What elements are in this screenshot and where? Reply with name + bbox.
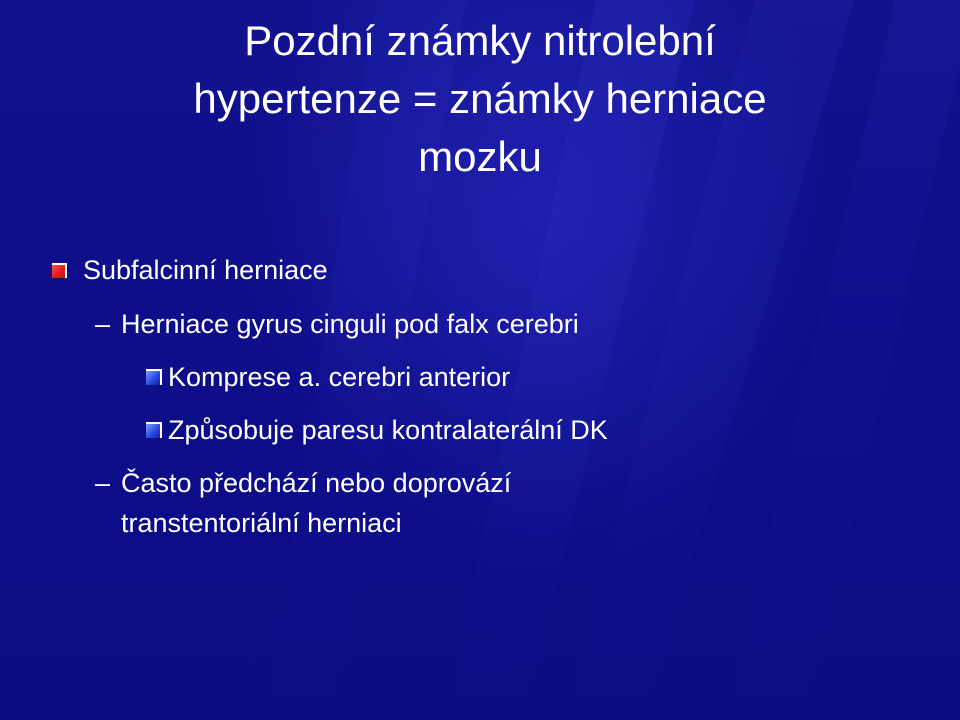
sub-bullet-line-2: transtentoriální herniaci xyxy=(121,508,402,538)
slide-title xyxy=(40,12,920,186)
title-line-2: hypertenze = známky herniace xyxy=(193,75,767,122)
sub-sub-bullet-text: Způsobuje paresu kontralaterální DK xyxy=(168,414,608,445)
bullet-text: Subfalcinní herniace xyxy=(83,254,328,285)
dash-bullet: – xyxy=(95,309,111,339)
sub-bullet-text xyxy=(121,463,511,543)
sub-bullet-line: Herniace gyrus cinguli pod falx cerebri xyxy=(121,309,579,339)
dash-bullet: – xyxy=(95,468,111,498)
sub-sub-bullet-paresis xyxy=(146,410,608,450)
sub-bullet-cingulate-herniation xyxy=(95,304,579,344)
sub-bullet-transtentorial xyxy=(95,463,511,543)
sub-bullet-line-1: Často předchází nebo doprovází xyxy=(121,468,512,498)
blue-square-bullet-icon xyxy=(146,422,162,438)
blue-square-bullet-icon xyxy=(146,369,162,385)
bullet-subfalcine-herniation xyxy=(52,250,328,290)
title-line-1: Pozdní známky nitrolební xyxy=(244,17,716,64)
sub-sub-bullet-text: Komprese a. cerebri anterior xyxy=(168,361,511,392)
red-square-bullet-icon xyxy=(52,263,67,278)
title-line-3: mozku xyxy=(418,133,542,180)
sub-bullet-text xyxy=(121,304,579,344)
sub-sub-bullet-compression xyxy=(146,357,510,397)
